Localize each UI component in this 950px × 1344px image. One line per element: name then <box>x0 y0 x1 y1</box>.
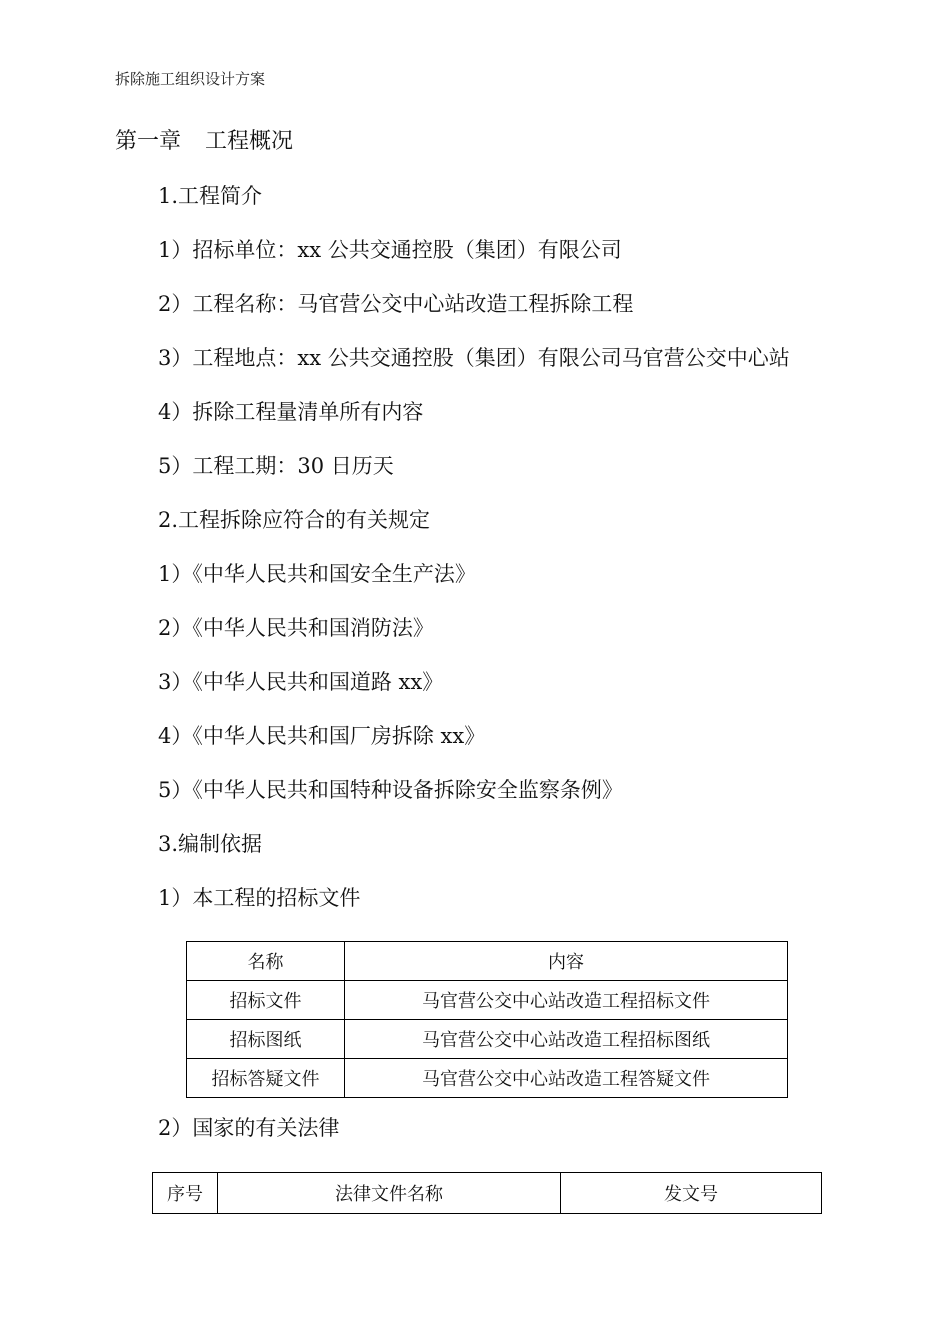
section-3-sub2: 2）国家的有关法律 <box>158 1116 340 1140</box>
table-cell: 马官营公交中心站改造工程答疑文件 <box>345 1059 788 1098</box>
chapter-title: 工程概况 <box>205 129 294 154</box>
table-header-row <box>153 1173 822 1214</box>
section-2-item: 3）《中华人民共和国道路 xx》 <box>158 670 444 694</box>
table-header-cell: 内容 <box>345 942 788 981</box>
tender-documents-table <box>186 941 788 1098</box>
table-header-cell: 名称 <box>187 942 345 981</box>
table-header-cell: 法律文件名称 <box>218 1173 561 1214</box>
table-cell: 招标答疑文件 <box>187 1059 345 1098</box>
table-row <box>187 1059 788 1098</box>
section-1-item: 5）工程工期：30 日历天 <box>158 454 394 478</box>
table-header-cell: 发文号 <box>561 1173 822 1214</box>
section-3-title: 3.编制依据 <box>158 832 263 856</box>
chapter-number: 第一章 <box>115 129 182 154</box>
table-header-row <box>187 942 788 981</box>
table-row <box>187 1020 788 1059</box>
table-cell: 马官营公交中心站改造工程招标文件 <box>345 981 788 1020</box>
table-cell: 招标图纸 <box>187 1020 345 1059</box>
table-cell: 马官营公交中心站改造工程招标图纸 <box>345 1020 788 1059</box>
section-2-title: 2.工程拆除应符合的有关规定 <box>158 508 431 532</box>
section-1-title: 1.工程简介 <box>158 184 263 208</box>
section-2-item: 5）《中华人民共和国特种设备拆除安全监察条例》 <box>158 778 623 802</box>
section-2-item: 2）《中华人民共和国消防法》 <box>158 616 434 640</box>
section-1-item: 1）招标单位：xx 公共交通控股（集团）有限公司 <box>158 238 622 262</box>
table-row <box>187 981 788 1020</box>
section-1-item: 3）工程地点：xx 公共交通控股（集团）有限公司马官营公交中心站 <box>158 346 790 370</box>
section-2-item: 4）《中华人民共和国厂房拆除 xx》 <box>158 724 486 748</box>
chapter-heading <box>115 128 293 156</box>
table-cell: 招标文件 <box>187 981 345 1020</box>
table-header-cell: 序号 <box>153 1173 218 1214</box>
section-1-item: 2）工程名称：马官营公交中心站改造工程拆除工程 <box>158 292 634 316</box>
section-3-sub1: 1）本工程的招标文件 <box>158 886 361 910</box>
laws-table <box>152 1172 822 1214</box>
page-header: 拆除施工组织设计方案 <box>115 70 266 88</box>
section-2-item: 1）《中华人民共和国安全生产法》 <box>158 562 476 586</box>
section-1-item: 4）拆除工程量清单所有内容 <box>158 400 424 424</box>
